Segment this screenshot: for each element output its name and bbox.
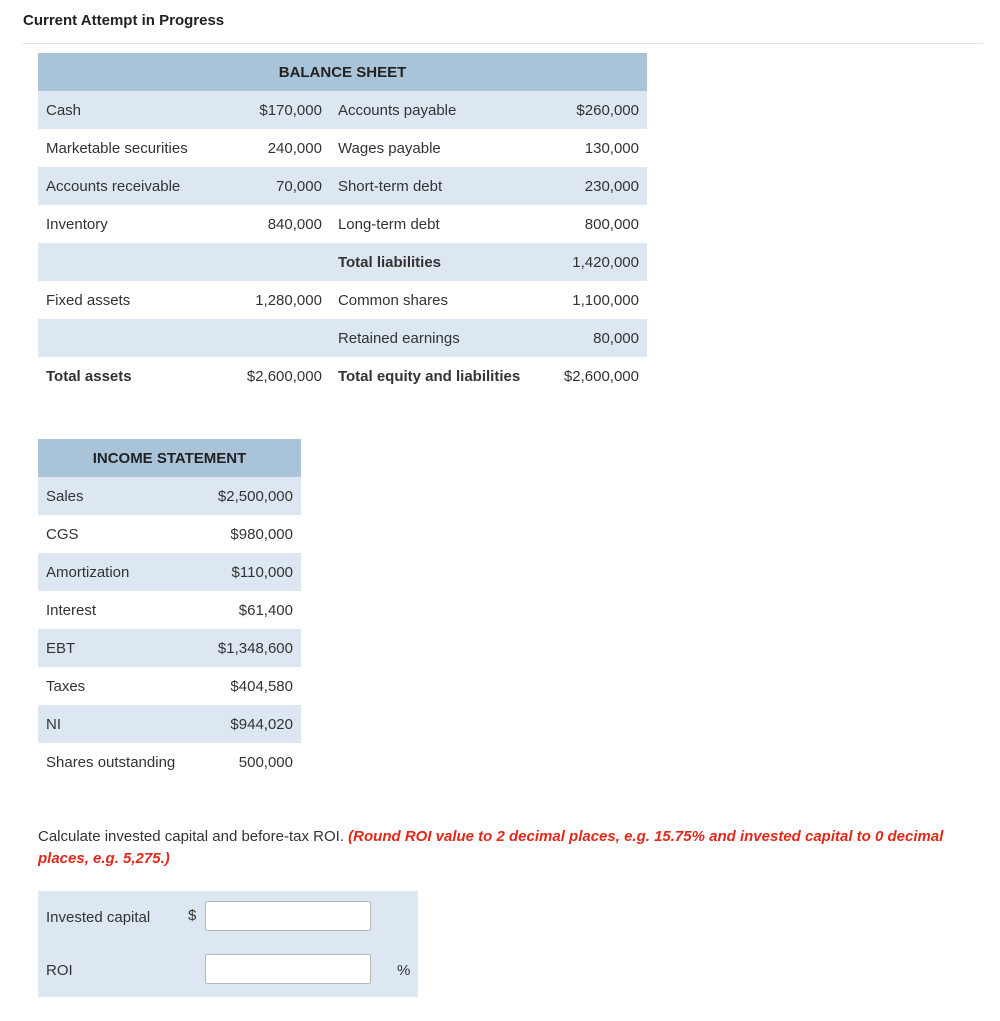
- income-label: NI: [38, 705, 196, 743]
- income-label: Shares outstanding: [38, 743, 196, 781]
- balance-sheet-title: BALANCE SHEET: [38, 53, 647, 91]
- liability-label: Long-term debt: [330, 205, 531, 243]
- table-row: [38, 591, 301, 629]
- total-equity-liabilities-value: $2,600,000: [531, 357, 647, 395]
- invested-capital-input[interactable]: [205, 901, 371, 931]
- roi-row: [38, 944, 418, 997]
- liability-label: Accounts payable: [330, 91, 531, 129]
- liability-label: Short-term debt: [330, 167, 531, 205]
- equity-value: 1,100,000: [531, 281, 647, 319]
- total-liabilities-value: 1,420,000: [531, 243, 647, 281]
- total-equity-liabilities-label: Total equity and liabilities: [330, 357, 531, 395]
- income-statement-table: [38, 439, 301, 781]
- income-statement-title: INCOME STATEMENT: [38, 439, 301, 477]
- table-row: [38, 91, 647, 129]
- asset-label: Cash: [38, 91, 217, 129]
- table-row: [38, 205, 647, 243]
- income-value: $404,580: [196, 667, 301, 705]
- liability-value: 230,000: [531, 167, 647, 205]
- income-value: $980,000: [196, 515, 301, 553]
- asset-label: Inventory: [38, 205, 217, 243]
- asset-value: 70,000: [217, 167, 330, 205]
- income-value: $944,020: [196, 705, 301, 743]
- asset-label: Fixed assets: [38, 281, 217, 319]
- dollar-prefix: $: [188, 907, 197, 924]
- total-assets-value: $2,600,000: [217, 357, 330, 395]
- equity-label: Common shares: [330, 281, 531, 319]
- liability-value: 130,000: [531, 129, 647, 167]
- balance-sheet-table: [38, 53, 647, 395]
- attempt-status-title: Current Attempt in Progress: [23, 12, 225, 29]
- asset-value: $170,000: [217, 91, 330, 129]
- asset-value: 840,000: [217, 205, 330, 243]
- question-text: Calculate invested capital and before-tax ROI.: [38, 828, 349, 845]
- table-row: [38, 243, 647, 281]
- roi-label: ROI: [46, 962, 73, 979]
- table-row: [38, 667, 301, 705]
- income-value: 500,000: [196, 743, 301, 781]
- total-assets-label: Total assets: [38, 357, 217, 395]
- roi-input[interactable]: [205, 954, 371, 984]
- income-value: $110,000: [196, 553, 301, 591]
- income-value: $61,400: [196, 591, 301, 629]
- liability-label: Wages payable: [330, 129, 531, 167]
- asset-value: [217, 319, 330, 357]
- question-instructions: [38, 826, 958, 870]
- table-row: [38, 129, 647, 167]
- income-value: $2,500,000: [196, 477, 301, 515]
- table-row: [38, 705, 301, 743]
- asset-label: [38, 243, 217, 281]
- asset-value: [217, 243, 330, 281]
- income-label: Amortization: [38, 553, 196, 591]
- asset-label: Accounts receivable: [38, 167, 217, 205]
- table-row: [38, 319, 647, 357]
- table-row: [38, 515, 301, 553]
- equity-label: Retained earnings: [330, 319, 531, 357]
- income-label: EBT: [38, 629, 196, 667]
- income-label: Interest: [38, 591, 196, 629]
- asset-value: 1,280,000: [217, 281, 330, 319]
- table-row: [38, 553, 301, 591]
- table-row: [38, 281, 647, 319]
- table-row: [38, 743, 301, 781]
- income-label: Sales: [38, 477, 196, 515]
- table-row: [38, 477, 301, 515]
- income-label: CGS: [38, 515, 196, 553]
- rounding-hint: (Round ROI value to 2 decimal places, e.g. 15.75% and invested capital to 0 decimal places, e.g. 5,275.): [38, 828, 944, 867]
- asset-label: [38, 319, 217, 357]
- equity-value: 80,000: [531, 319, 647, 357]
- table-row: [38, 629, 301, 667]
- invested-capital-label: Invested capital: [46, 909, 151, 926]
- income-value: $1,348,600: [196, 629, 301, 667]
- liability-value: $260,000: [531, 91, 647, 129]
- table-row: [38, 167, 647, 205]
- answer-box: [38, 891, 418, 997]
- asset-value: 240,000: [217, 129, 330, 167]
- total-liabilities-label: Total liabilities: [330, 243, 531, 281]
- income-label: Taxes: [38, 667, 196, 705]
- percent-suffix: %: [397, 962, 411, 979]
- table-row: [38, 357, 647, 395]
- asset-label: Marketable securities: [38, 129, 217, 167]
- liability-value: 800,000: [531, 205, 647, 243]
- invested-capital-row: [38, 891, 418, 944]
